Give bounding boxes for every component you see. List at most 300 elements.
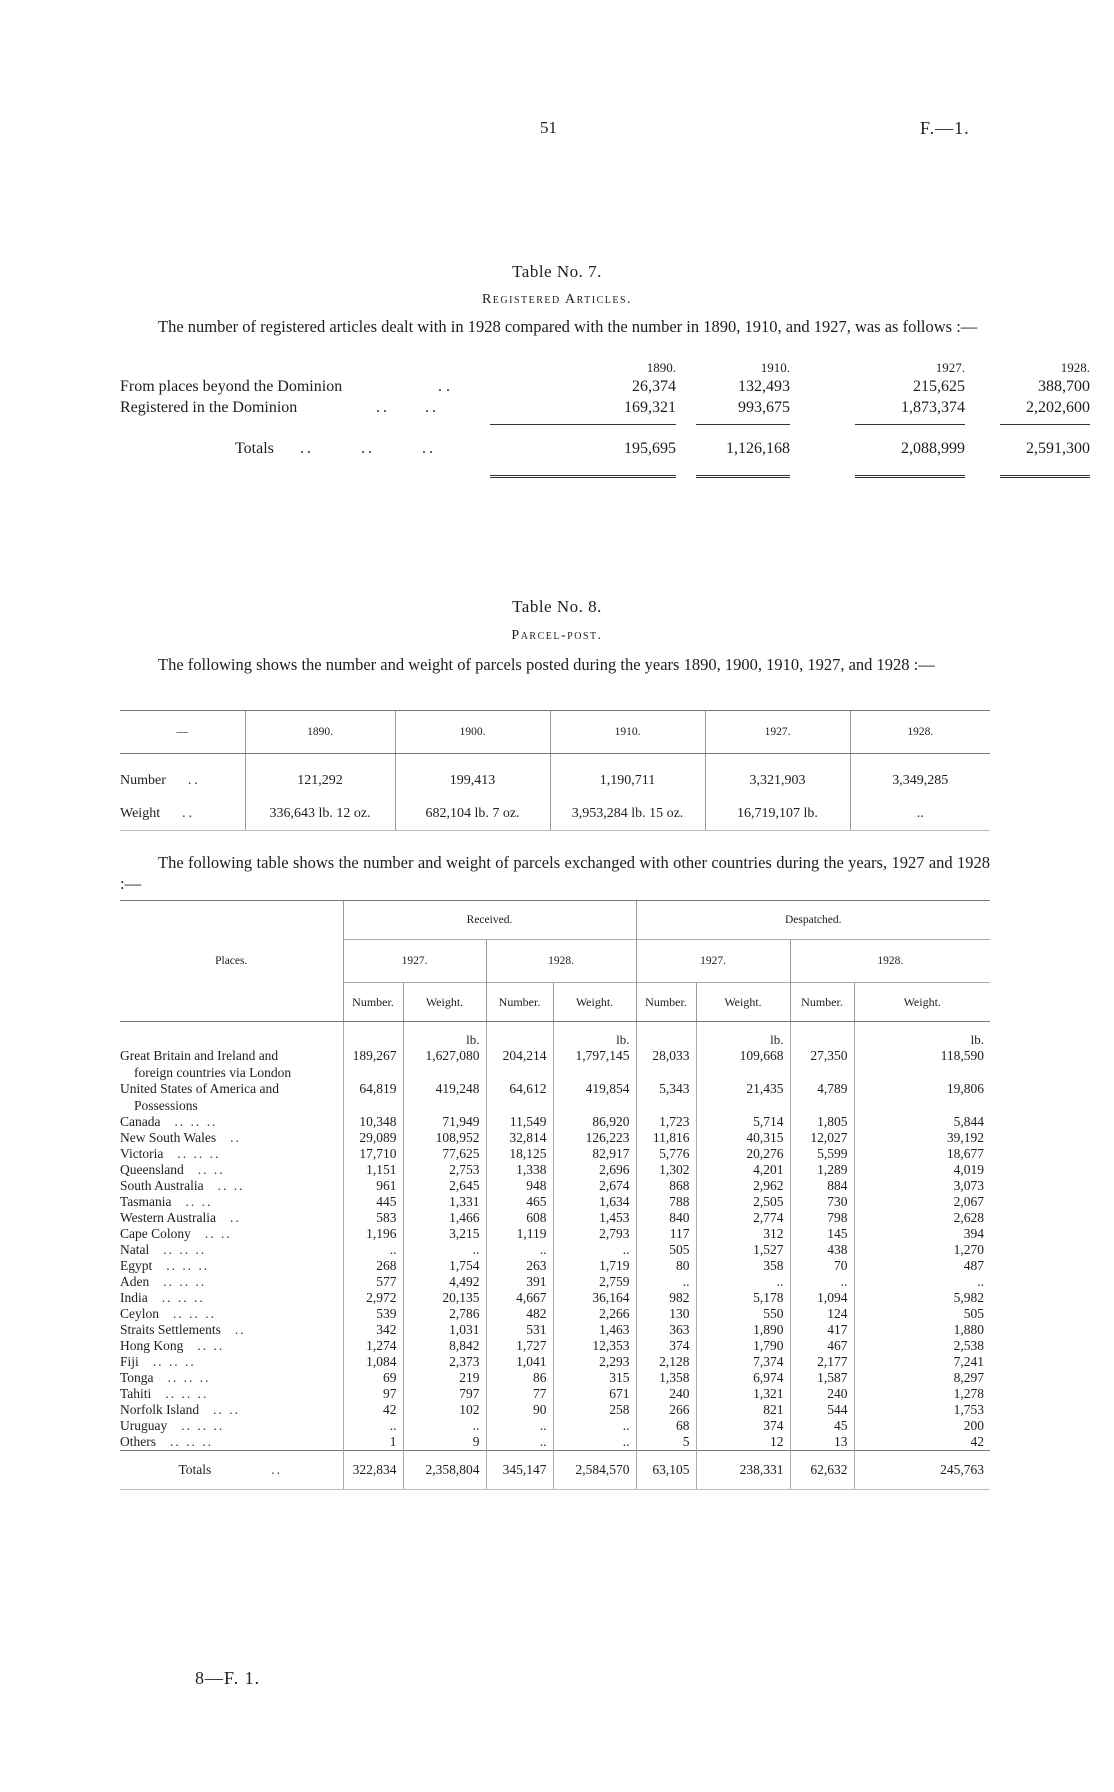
table-cell: 531 (486, 1322, 553, 1338)
table-cell: 798 (790, 1210, 854, 1226)
table-row (120, 1354, 990, 1370)
table-cell: 108,952 (403, 1130, 486, 1146)
table-cell: 4,667 (486, 1290, 553, 1306)
table-cell: 200 (854, 1418, 990, 1434)
place-name-continued: Possessions (134, 1098, 198, 1113)
place-text: Tasmania (120, 1194, 172, 1209)
table-cell: 505 (854, 1306, 990, 1322)
table-row (120, 1114, 990, 1130)
table-cell: 126,223 (553, 1130, 636, 1146)
table-cell: 12,353 (553, 1338, 636, 1354)
empty-cell (696, 1097, 790, 1114)
table-row (120, 1402, 990, 1418)
place-text: Fiji (120, 1354, 139, 1369)
table-cell: 1,274 (343, 1338, 403, 1354)
empty-cell (553, 1064, 636, 1081)
table-cell: 36,164 (553, 1290, 636, 1306)
table8-cell: 682,104 lb. 7 oz. (395, 797, 550, 831)
place-text: Aden (120, 1274, 150, 1289)
page-number: 51 (540, 118, 557, 137)
empty-cell (636, 1064, 696, 1081)
table-cell: .. (403, 1418, 486, 1434)
table8-header-row (120, 711, 990, 754)
table-cell: 69 (343, 1370, 403, 1386)
table-cell: 117 (636, 1226, 696, 1242)
table-cell: .. (636, 1274, 696, 1290)
table-row (120, 1290, 990, 1306)
table-cell: 86,920 (553, 1114, 636, 1130)
table-cell: 20,276 (696, 1146, 790, 1162)
table-row (120, 1194, 990, 1210)
table-cell: 821 (696, 1402, 790, 1418)
table7-totals-row (120, 440, 1110, 461)
number-header: Number. (486, 983, 553, 1022)
table-cell: 2,373 (403, 1354, 486, 1370)
table-cell: 419,248 (403, 1081, 486, 1097)
table-cell: .. (486, 1434, 553, 1451)
table-cell: 68 (636, 1418, 696, 1434)
table8-cell: 336,643 lb. 12 oz. (245, 797, 395, 831)
table-cell: 124 (790, 1306, 854, 1322)
table-cell: 18,677 (854, 1146, 990, 1162)
table-cell: 64,612 (486, 1081, 553, 1097)
table8-cell: 3,953,284 lb. 15 oz. (550, 797, 705, 831)
table-cell: 1,094 (790, 1290, 854, 1306)
leader-dots: .. .. (204, 1226, 232, 1241)
places-header: Places. (120, 901, 343, 1022)
leader-dots: .. (230, 1210, 241, 1225)
year-header: 1928. (790, 940, 990, 983)
empty-cell (790, 1064, 854, 1081)
table-cell: 5,844 (854, 1114, 990, 1130)
place-name (120, 1418, 343, 1434)
table-cell: 2,628 (854, 1210, 990, 1226)
divider (855, 424, 965, 425)
empty-cell (854, 1064, 990, 1081)
place-text: Western Australia (120, 1210, 217, 1225)
table-cell: .. (343, 1418, 403, 1434)
place-text: United States of America and (120, 1081, 279, 1096)
table-row (120, 1226, 990, 1242)
leader-dots: .. .. (213, 1402, 240, 1417)
table-cell: 671 (553, 1386, 636, 1402)
leader-dots: .. .. .. (167, 1370, 211, 1385)
table-cell: 948 (486, 1178, 553, 1194)
table-row (120, 1081, 990, 1097)
double-rule (1000, 475, 1090, 478)
double-rule (855, 475, 965, 478)
table8-cell: 1,190,711 (550, 754, 705, 798)
place-name (120, 1290, 343, 1306)
place-text: Straits Settlements (120, 1322, 221, 1337)
table-cell: 465 (486, 1194, 553, 1210)
table7-title: Table No. 7. (512, 262, 602, 281)
table-row-continuation (120, 1097, 990, 1114)
table7-total: 2,088,999 (901, 440, 965, 457)
table-cell: .. (790, 1274, 854, 1290)
table-cell: 1,805 (790, 1114, 854, 1130)
table-cell: 5,599 (790, 1146, 854, 1162)
place-text: Ceylon (120, 1306, 159, 1321)
table-row (120, 1146, 990, 1162)
table-cell: 2,793 (553, 1226, 636, 1242)
place-text: Great Britain and Ireland and (120, 1048, 279, 1063)
place-text: Egypt (120, 1258, 153, 1273)
table-cell: 1,753 (854, 1402, 990, 1418)
totals-label (120, 1451, 343, 1490)
place-text: Canada (120, 1114, 161, 1129)
table8-intro: The following shows the number and weight of parcels posted during the years 1890, 1900, 1910, 1927, and 1928 :— (158, 655, 935, 674)
place-name (120, 1258, 343, 1274)
table-cell: 1,453 (553, 1210, 636, 1226)
table8-year: 1928. (850, 711, 990, 754)
table-cell: 2,128 (636, 1354, 696, 1370)
table-row (120, 1178, 990, 1194)
table-cell: 12 (696, 1434, 790, 1451)
year-header: 1928. (486, 940, 636, 983)
place-name (120, 1370, 343, 1386)
table-row (120, 1418, 990, 1434)
leader-dots: .. (234, 1322, 246, 1337)
table-cell: 1,754 (403, 1258, 486, 1274)
table7 (120, 360, 1090, 457)
table-row (120, 1258, 990, 1274)
place-text: Norfolk Island (120, 1402, 200, 1417)
table8-corner: — (120, 711, 245, 754)
table-row (120, 1048, 990, 1064)
table-cell: 5,343 (636, 1081, 696, 1097)
table-cell: 482 (486, 1306, 553, 1322)
place-name (120, 1242, 343, 1258)
table7-cell: 993,675 (738, 399, 790, 416)
table-cell: 8,842 (403, 1338, 486, 1354)
table7-cell: 26,374 (632, 378, 676, 395)
empty-cell (486, 1097, 553, 1114)
table7-totals-label: Totals (235, 440, 274, 457)
table-cell: 6,974 (696, 1370, 790, 1386)
table-cell: 1,041 (486, 1354, 553, 1370)
table8-cell: 3,349,285 (850, 754, 990, 798)
table-cell: 268 (343, 1258, 403, 1274)
total-cell: 63,105 (636, 1451, 696, 1490)
table-cell: 45 (790, 1418, 854, 1434)
place-text: South Australia (120, 1178, 204, 1193)
table-cell: 419,854 (553, 1081, 636, 1097)
leader-dots: .. .. .. (300, 440, 436, 457)
table-cell: 1,790 (696, 1338, 790, 1354)
total-cell: 322,834 (343, 1451, 403, 1490)
table-cell: 2,972 (343, 1290, 403, 1306)
table-cell: 29,089 (343, 1130, 403, 1146)
table8-row (120, 797, 990, 831)
table-cell: 1,463 (553, 1322, 636, 1338)
place-name (120, 1194, 343, 1210)
table-cell: 5,776 (636, 1146, 696, 1162)
table-row (120, 1306, 990, 1322)
total-cell: 345,147 (486, 1451, 553, 1490)
leader-dots: .. .. .. (152, 1354, 196, 1369)
table8-cell: 199,413 (395, 754, 550, 798)
table-cell: .. (486, 1418, 553, 1434)
table-cell: 1,278 (854, 1386, 990, 1402)
table-cell: 219 (403, 1370, 486, 1386)
table8-cell: 121,292 (245, 754, 395, 798)
table-cell: 130 (636, 1306, 696, 1322)
table-cell: 315 (553, 1370, 636, 1386)
table-cell: 1,727 (486, 1338, 553, 1354)
place-name (120, 1322, 343, 1338)
table-cell: 358 (696, 1258, 790, 1274)
table-cell: 2,067 (854, 1194, 990, 1210)
number-header: Number. (343, 983, 403, 1022)
table-cell: 2,293 (553, 1354, 636, 1370)
number-header: Number. (636, 983, 696, 1022)
units-spacer (120, 1022, 343, 1049)
leader-dots: .. (230, 1130, 241, 1145)
place-name (120, 1226, 343, 1242)
table-cell: 77 (486, 1386, 553, 1402)
table-cell: 2,753 (403, 1162, 486, 1178)
unit-label: lb. (403, 1022, 486, 1049)
table7-cell: 215,625 (913, 378, 965, 395)
exchange-table (120, 900, 990, 1490)
table-row-continuation (120, 1064, 990, 1081)
table-row (120, 1162, 990, 1178)
table-cell: 374 (636, 1338, 696, 1354)
empty-cell (790, 1097, 854, 1114)
table-cell: 70 (790, 1258, 854, 1274)
place-text: Victoria (120, 1146, 164, 1161)
table7-year: 1890. (646, 360, 676, 375)
place-text: India (120, 1290, 148, 1305)
empty-cell (343, 1064, 403, 1081)
table-cell: .. (343, 1242, 403, 1258)
totals-row (120, 1451, 990, 1490)
table-cell: .. (854, 1274, 990, 1290)
leader-dots: .. .. .. (173, 1306, 216, 1321)
table-cell: 342 (343, 1322, 403, 1338)
table-row (120, 1242, 990, 1258)
table8-year: 1900. (395, 711, 550, 754)
leader-dots: .. (182, 805, 196, 821)
table-cell: 5,714 (696, 1114, 790, 1130)
table-cell: 2,774 (696, 1210, 790, 1226)
table-cell: 80 (636, 1258, 696, 1274)
table-cell: 2,962 (696, 1178, 790, 1194)
table-cell: 4,019 (854, 1162, 990, 1178)
leader-dots: .. .. .. (163, 1274, 207, 1289)
place-name (120, 1162, 343, 1178)
table-cell: 1,634 (553, 1194, 636, 1210)
table-row (120, 1210, 990, 1226)
table-cell: 10,348 (343, 1114, 403, 1130)
place-name (120, 1114, 343, 1130)
table-cell: 363 (636, 1322, 696, 1338)
table7-cell: 2,202,600 (1026, 399, 1090, 416)
place-text: New South Wales (120, 1130, 217, 1145)
table7-total: 1,126,168 (726, 440, 790, 457)
totals-label-text: Totals (178, 1462, 212, 1477)
table7-total: 2,591,300 (1026, 440, 1090, 457)
table-cell: 4,789 (790, 1081, 854, 1097)
table-cell: 19,806 (854, 1081, 990, 1097)
table-cell: 3,215 (403, 1226, 486, 1242)
table-cell: 583 (343, 1210, 403, 1226)
table-cell: 840 (636, 1210, 696, 1226)
unit-spacer (486, 1022, 553, 1049)
table-row (120, 1386, 990, 1402)
table-cell: 1,151 (343, 1162, 403, 1178)
table-cell: 1 (343, 1434, 403, 1451)
table-cell: 42 (343, 1402, 403, 1418)
weight-header: Weight. (553, 983, 636, 1022)
table8-row-label (120, 797, 245, 831)
table7-intro: The number of registered articles dealt with in 1928 compared with the number in 1890, 1910, and 1927, was as follows :— (158, 317, 978, 336)
table-cell: 5 (636, 1434, 696, 1451)
table-cell: 8,297 (854, 1370, 990, 1386)
table-cell: 1,723 (636, 1114, 696, 1130)
table-cell: 42 (854, 1434, 990, 1451)
table-cell: 2,505 (696, 1194, 790, 1210)
table-cell: 71,949 (403, 1114, 486, 1130)
leader-dots: .. .. .. (170, 1434, 213, 1449)
table-cell: 40,315 (696, 1130, 790, 1146)
table-cell: 2,674 (553, 1178, 636, 1194)
empty-cell (696, 1064, 790, 1081)
place-text: Uruguay (120, 1418, 168, 1433)
table-cell: 5,982 (854, 1290, 990, 1306)
place-name (120, 1354, 343, 1370)
table7-row-label: Registered in the Dominion (120, 399, 298, 416)
place-name (120, 1130, 343, 1146)
table-cell: 2,538 (854, 1338, 990, 1354)
table-cell: 1,084 (343, 1354, 403, 1370)
divider (1000, 424, 1090, 425)
table-cell: 608 (486, 1210, 553, 1226)
table-cell: 109,668 (696, 1048, 790, 1064)
table-cell: 12,027 (790, 1130, 854, 1146)
table7-cell: 132,493 (738, 378, 790, 395)
row-label-text: Weight (120, 805, 161, 821)
place-name (120, 1146, 343, 1162)
empty-cell (854, 1097, 990, 1114)
double-rule (490, 475, 676, 478)
weight-header: Weight. (696, 983, 790, 1022)
table-cell: 1,321 (696, 1386, 790, 1402)
place-text: Queensland (120, 1162, 184, 1177)
table-cell: 77,625 (403, 1146, 486, 1162)
table-cell: 5,178 (696, 1290, 790, 1306)
table7-subtitle: Registered Articles. (481, 292, 633, 307)
table-cell: 9 (403, 1434, 486, 1451)
table-cell: 312 (696, 1226, 790, 1242)
table-cell: 550 (696, 1306, 790, 1322)
place-text: Tahiti (120, 1386, 152, 1401)
table-cell: .. (486, 1242, 553, 1258)
table7-year: 1910. (760, 360, 790, 375)
table-cell: 1,719 (553, 1258, 636, 1274)
table7-year: 1928. (1060, 360, 1090, 375)
table-cell: 394 (854, 1226, 990, 1242)
table-cell: 467 (790, 1338, 854, 1354)
table-cell: 1,890 (696, 1322, 790, 1338)
table8-row-label (120, 754, 245, 798)
table-cell: 82,917 (553, 1146, 636, 1162)
table8-row (120, 754, 990, 798)
table7-year: 1927. (935, 360, 965, 375)
table-cell: 21,435 (696, 1081, 790, 1097)
table-cell: 788 (636, 1194, 696, 1210)
place-name (120, 1386, 343, 1402)
place-name (120, 1081, 343, 1097)
table-cell: 27,350 (790, 1048, 854, 1064)
year-header: 1927. (636, 940, 790, 983)
table-cell: 1,797,145 (553, 1048, 636, 1064)
table8-subtitle: Parcel-post. (511, 628, 603, 643)
table8-cell: 3,321,903 (705, 754, 850, 798)
total-cell: 2,358,804 (403, 1451, 486, 1490)
table7-cell: 169,321 (624, 399, 676, 416)
place-name (120, 1434, 343, 1451)
table-cell: 240 (790, 1386, 854, 1402)
table-cell: 2,645 (403, 1178, 486, 1194)
table-cell: 1,587 (790, 1370, 854, 1386)
total-cell: 62,632 (790, 1451, 854, 1490)
weight-header: Weight. (854, 983, 990, 1022)
table8-year: 1890. (245, 711, 395, 754)
empty-cell (403, 1064, 486, 1081)
table-cell: 1,338 (486, 1162, 553, 1178)
table-cell: 2,759 (553, 1274, 636, 1290)
table-cell: 7,241 (854, 1354, 990, 1370)
leader-dots: .. .. (217, 1178, 245, 1193)
leader-dots: .. .. .. (165, 1386, 209, 1401)
table-cell: 797 (403, 1386, 486, 1402)
table-cell: 438 (790, 1242, 854, 1258)
place-text: Others (120, 1434, 156, 1449)
exchange-table-body (120, 1022, 990, 1490)
table-cell: 28,033 (636, 1048, 696, 1064)
number-header: Number. (790, 983, 854, 1022)
table-cell: .. (696, 1274, 790, 1290)
units-row (120, 1022, 990, 1049)
table-cell: .. (553, 1242, 636, 1258)
empty-cell (486, 1064, 553, 1081)
table-cell: .. (403, 1242, 486, 1258)
table8-title: Table No. 8. (512, 597, 602, 616)
table-cell: 1,119 (486, 1226, 553, 1242)
table-cell: 17,710 (343, 1146, 403, 1162)
table-cell: 2,177 (790, 1354, 854, 1370)
total-cell: 238,331 (696, 1451, 790, 1490)
table-cell: 4,492 (403, 1274, 486, 1290)
table-cell: 32,814 (486, 1130, 553, 1146)
table-cell: 204,214 (486, 1048, 553, 1064)
table-cell: 1,270 (854, 1242, 990, 1258)
empty-cell (553, 1097, 636, 1114)
table-cell: 13 (790, 1434, 854, 1451)
table-row (120, 1274, 990, 1290)
table-cell: 2,266 (553, 1306, 636, 1322)
table-cell: 868 (636, 1178, 696, 1194)
table-cell: 1,289 (790, 1162, 854, 1178)
leader-dots: .. .. .. (163, 1242, 207, 1257)
table-cell: .. (553, 1418, 636, 1434)
total-cell: 245,763 (854, 1451, 990, 1490)
unit-spacer (343, 1022, 403, 1049)
table-row (120, 1130, 990, 1146)
table-cell: 1,302 (636, 1162, 696, 1178)
